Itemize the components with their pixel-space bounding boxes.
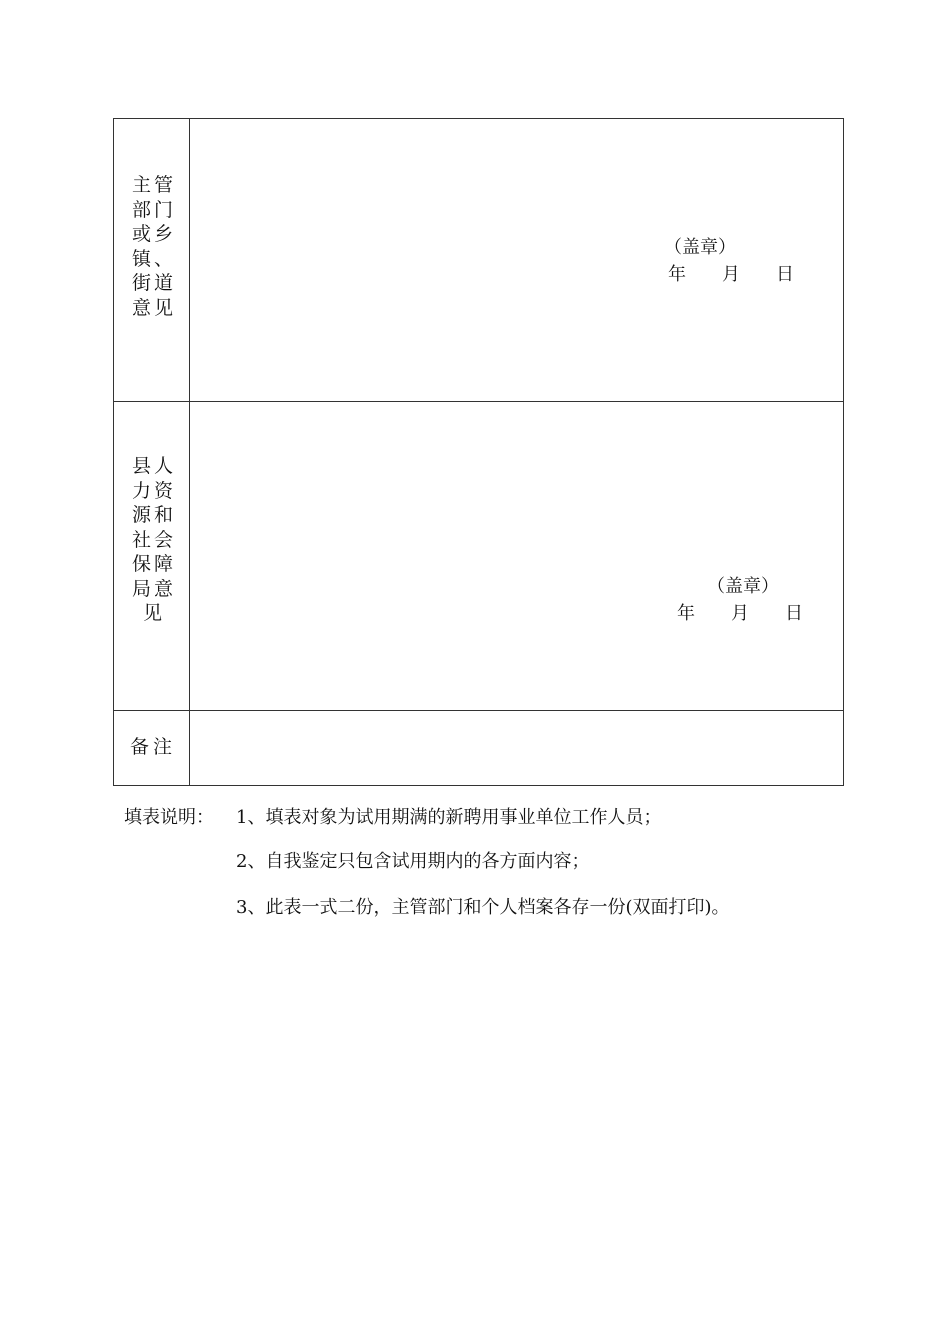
form-row-hr-bureau-opinion <box>114 402 843 711</box>
instruction-item: 1、填表对象为试用期满的新聘用事业单位工作人员； <box>236 807 662 828</box>
row-label-cell <box>114 402 190 710</box>
department-opinion-label: 主管部门或乡镇、街道意见 <box>131 174 176 319</box>
seal-label: （盖章） <box>707 576 779 597</box>
opinion-form-table <box>113 118 844 786</box>
remarks-label: 备注 <box>129 736 176 758</box>
form-row-remarks <box>114 711 843 785</box>
instructions-title: 填表说明： <box>124 807 214 828</box>
instruction-item: 2、自我鉴定只包含试用期内的各方面内容； <box>236 851 590 872</box>
hr-bureau-opinion-label: 县人力资源和社会保障局意见 <box>131 455 176 624</box>
seal-label: （盖章） <box>664 237 736 258</box>
remarks-field[interactable] <box>190 711 843 785</box>
instruction-item: 3、此表一式二份，主管部门和个人档案各存一份(双面打印)。 <box>236 897 730 918</box>
date-line: 年 月 日 <box>668 264 794 285</box>
row-label-cell <box>114 119 190 401</box>
date-line: 年 月 日 <box>677 603 803 624</box>
form-row-department-opinion <box>114 119 843 402</box>
row-label-cell <box>114 711 190 785</box>
department-opinion-field[interactable] <box>190 119 843 401</box>
hr-bureau-opinion-field[interactable] <box>190 402 843 710</box>
